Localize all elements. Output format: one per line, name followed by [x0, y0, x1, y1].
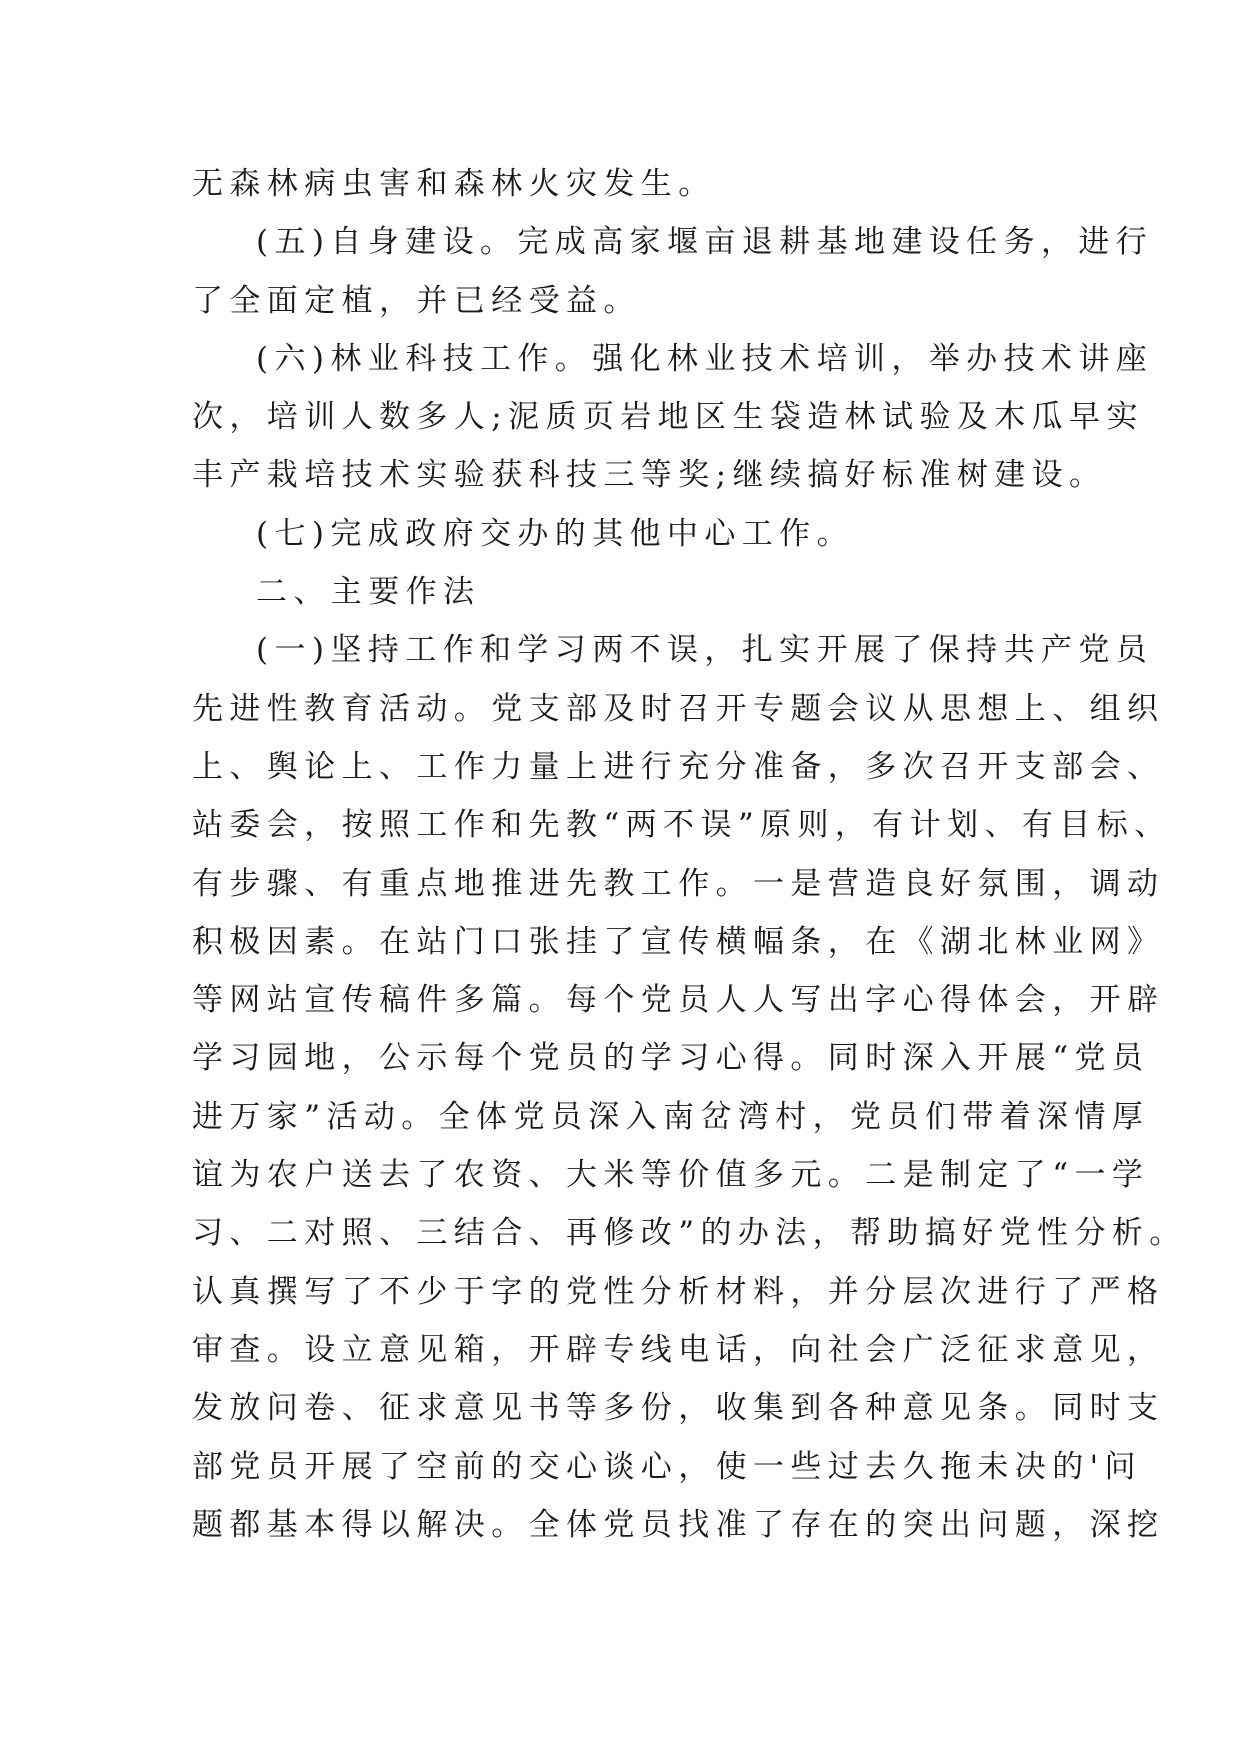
- text-line: 丰产栽培技术实验获科技三等奖;继续搞好标准树建设。: [192, 457, 1107, 494]
- text-line: 有步骤、有重点地推进先教工作。一是营造良好氛围，调动: [192, 865, 1165, 902]
- paragraph-start-line: (七)完成政府交办的其他中心工作。: [256, 515, 854, 552]
- text-line: 次，培训人数多人;泥质页岩地区生袋造林试验及木瓜早实: [192, 399, 1144, 436]
- text-line: 部党员开展了空前的交心谈心，使一些过去久拖未决的'问: [192, 1448, 1142, 1485]
- paragraph-start-line: (一)坚持工作和学习两不误，扎实开展了保持共产党员: [256, 632, 1154, 669]
- text-line: 谊为农户送去了农资、大米等价值多元。二是制定了“一学: [192, 1157, 1150, 1194]
- text-line: 无森林病虫害和森林火灾发生。: [192, 166, 716, 202]
- text-line: 积极因素。在站门口张挂了宣传横幅条，在《湖北林业网》: [192, 923, 1165, 960]
- text-line: 认真撰写了不少于字的党性分析材料，并分层次进行了严格: [192, 1273, 1165, 1310]
- text-line: 题都基本得以解决。全体党员找准了存在的突出问题，深挖: [192, 1506, 1165, 1543]
- text-line: 审查。设立意见箱，开辟专线电话，向社会广泛征求意见，: [192, 1331, 1165, 1368]
- text-line: 学习园地，公示每个党员的学习心得。同时深入开展“党员: [192, 1040, 1150, 1077]
- text-line: 等网站宣传稿件多篇。每个党员人人写出字心得体会，开辟: [192, 982, 1165, 1019]
- text-line: 了全面定植，并已经受益。: [192, 282, 641, 319]
- text-line: 进万家”活动。全体党员深入南岔湾村，党员们带着深情厚: [192, 1098, 1150, 1135]
- text-line: 发放问卷、征求意见书等多份，收集到各种意见条。同时支: [192, 1390, 1165, 1427]
- text-line: 先进性教育活动。党支部及时召开专题会议从思想上、组织: [192, 690, 1165, 727]
- paragraph-start-line: 二、主要作法: [256, 574, 481, 611]
- text-line: 站委会，按照工作和先教“两不误”原则，有计划、有目标、: [192, 807, 1172, 844]
- document-body: [192, 155, 1187, 1554]
- paragraph-start-line: (六)林业科技工作。强化林业技术培训，举办技术讲座: [256, 340, 1154, 377]
- text-line: 上、舆论上、工作力量上进行充分准备，多次召开支部会、: [192, 748, 1165, 785]
- paragraph-start-line: (五)自身建设。完成高家堰亩退耕基地建设任务，进行: [256, 224, 1154, 261]
- text-line: 习、二对照、三结合、再修改”的办法，帮助搞好党性分析。: [192, 1215, 1187, 1252]
